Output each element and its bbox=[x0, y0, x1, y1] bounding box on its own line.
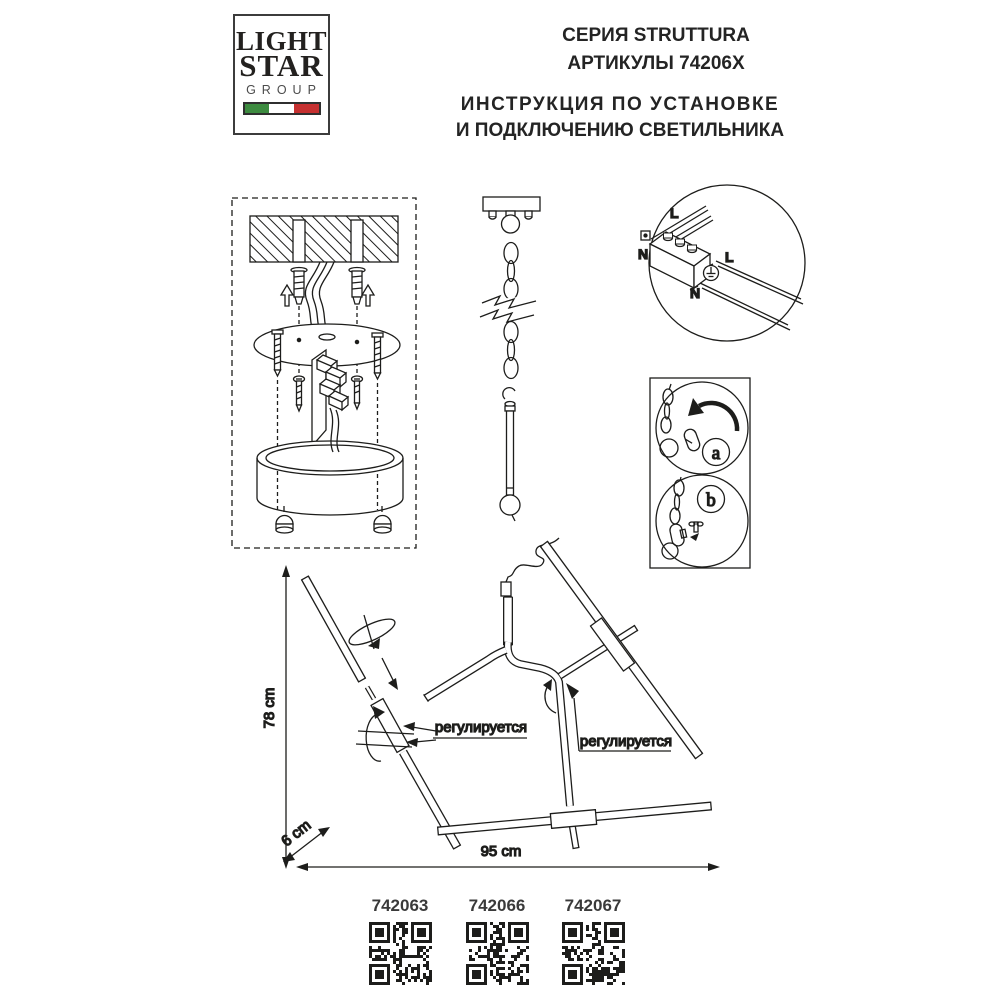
detail-a-label: a bbox=[711, 443, 721, 464]
sleeve-joint-right bbox=[590, 618, 635, 672]
dimension-width bbox=[296, 843, 720, 871]
annotation-adjustable-left bbox=[403, 719, 527, 747]
up-arrow-icon bbox=[281, 285, 293, 306]
series-name: СЕРИЯ STRUTTURA bbox=[562, 25, 750, 46]
logo-word-group: GROUP bbox=[246, 83, 322, 98]
article-number: 742067 bbox=[564, 896, 622, 915]
earth-symbol-icon bbox=[704, 266, 719, 281]
article-number: 742066 bbox=[468, 896, 526, 915]
fixing-screw-right bbox=[352, 376, 363, 409]
suspension-rod bbox=[500, 388, 520, 521]
article-number: 742063 bbox=[371, 896, 429, 915]
ceiling-hatch bbox=[250, 216, 398, 262]
wall-anchor-left bbox=[291, 268, 307, 305]
qr-code bbox=[369, 922, 432, 990]
plate-hole bbox=[297, 338, 300, 341]
canopy bbox=[257, 441, 403, 515]
hub-left-arm bbox=[424, 650, 506, 702]
ceiling-mount-diagram bbox=[232, 198, 416, 548]
dimension-height bbox=[261, 565, 290, 869]
width-label: 95 cm bbox=[480, 843, 522, 860]
attachment-details-box bbox=[650, 378, 750, 568]
move-arrow-icon bbox=[382, 658, 398, 690]
mains-wires bbox=[305, 262, 334, 331]
cap-nut-right bbox=[374, 506, 391, 533]
label-neutral-bottom: N bbox=[690, 285, 701, 301]
instruction-line1: ИНСТРУКЦИЯ ПО УСТАНОВКЕ bbox=[460, 94, 780, 115]
drill-hole-left bbox=[293, 220, 305, 262]
suspension-parts-diagram bbox=[480, 197, 540, 521]
up-arrow-icon bbox=[362, 285, 374, 306]
detail-b-label: b bbox=[706, 490, 716, 511]
series-articles: АРТИКУЛЫ 74206X bbox=[567, 52, 745, 74]
wall-anchor-right bbox=[349, 268, 365, 305]
adjustable-right-label: регулируется bbox=[579, 733, 673, 750]
arrowhead bbox=[403, 722, 415, 731]
logo-word-light: LIGHT bbox=[235, 26, 328, 56]
qr-block-1 bbox=[350, 896, 450, 990]
rotation-arrow-top bbox=[346, 614, 398, 650]
qr-block-2 bbox=[447, 896, 547, 990]
sleeve-joint-bottom bbox=[550, 809, 596, 829]
label-live-top: L bbox=[670, 205, 679, 221]
label-neutral-top: N bbox=[638, 246, 649, 262]
adjustable-left-label: регулируется bbox=[434, 719, 528, 736]
qr-code bbox=[466, 922, 529, 990]
qr-code bbox=[562, 922, 625, 990]
wiring-detail-circle bbox=[638, 185, 805, 341]
height-label: 78 cm bbox=[261, 687, 278, 729]
rod-connector bbox=[367, 687, 374, 699]
rotation-arrow-hub bbox=[543, 679, 556, 713]
stem-rod bbox=[504, 597, 513, 645]
suspension-chain bbox=[480, 243, 540, 379]
logo-word-star: STAR bbox=[239, 48, 324, 84]
detail-a-circle bbox=[656, 382, 748, 474]
rod-upper-left bbox=[301, 576, 366, 682]
arrowhead bbox=[566, 683, 579, 699]
fixing-screw-left bbox=[294, 376, 305, 411]
qr-block-3 bbox=[543, 896, 643, 990]
chandelier-dimension-diagram bbox=[261, 538, 720, 871]
rod-lower-left bbox=[403, 752, 461, 849]
label-live-bottom: L bbox=[725, 249, 734, 265]
instruction-line2: И ПОДКЛЮЧЕНИЮ СВЕТИЛЬНИКА bbox=[455, 119, 785, 141]
ceiling-bracket bbox=[483, 197, 540, 233]
plate-hole bbox=[355, 340, 358, 343]
depth-label: 6 cm bbox=[278, 816, 315, 851]
drill-hole-right bbox=[351, 220, 363, 262]
